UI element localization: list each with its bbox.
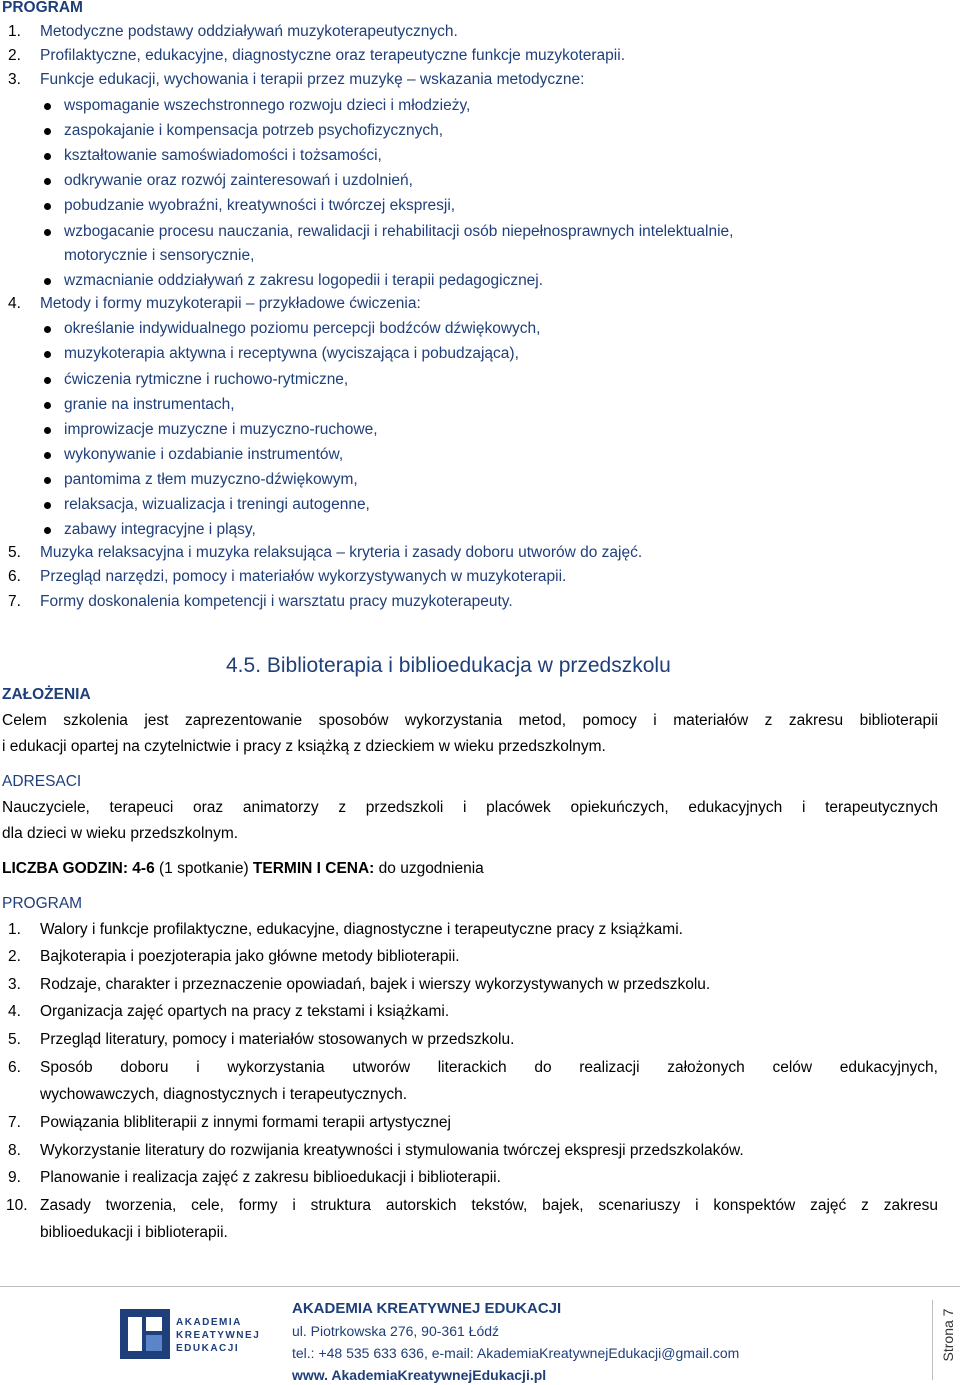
list-item: Funkcje edukacji, wychowania i terapii przez muzykę – wskazania metodyczne: [40,71,585,88]
adresaci-text: Nauczyciele, terapeuci oraz animatorzy z przedszkoli i placówek opiekuńczych, edukacyjnych i terapeutycznych [2,799,938,816]
hours-value: (1 spotkanie) [154,860,253,877]
list-item: Planowanie i realizacja zajęć z zakresu biblioedukacji i biblioterapii. [40,1169,501,1186]
bullet-icon [44,351,51,358]
list-number: 6. [8,568,21,585]
program-heading-top: PROGRAM [2,0,83,16]
bullet-icon [44,477,51,484]
bullet-icon [44,527,51,534]
list-item-continuation: wychowawczych, diagnostycznych i terapeutycznych. [40,1086,407,1103]
bullet-icon [44,326,51,333]
list-item: Walory i funkcje profilaktyczne, edukacyjne, diagnostyczne i terapeutyczne pracy z książkami. [40,921,683,938]
list-number: 1. [8,23,21,40]
bullet-item-continuation: motorycznie i sensorycznie, [64,247,255,264]
bullet-item: wykonywanie i ozdabianie instrumentów, [64,446,344,463]
bullet-item: improwizacje muzyczne i muzyczno-ruchowe, [64,421,378,438]
list-item: Formy doskonalenia kompetencji i warsztatu pracy muzykoterapeuty. [40,593,513,610]
logo-line: EDUKACJI [176,1343,240,1354]
list-number: 4. [8,1003,21,1020]
list-number: 7. [8,593,21,610]
list-item: Zasady tworzenia, cele, formy i struktura autorskich tekstów, bajek, scenariuszy i konspektów zajęć z zakresu [40,1197,938,1214]
bullet-item: odkrywanie oraz rozwój zainteresowań i uzdolnień, [64,172,413,189]
bullet-item: muzykoterapia aktywna i receptywna (wyciszająca i pobudzająca), [64,345,519,362]
footer-divider [0,1286,960,1287]
footer-vertical-divider [932,1300,933,1380]
bullet-icon [44,103,51,110]
bullet-icon [44,278,51,285]
section-heading: 4.5. Biblioterapia i biblioedukacja w przedszkolu [226,654,671,677]
list-number: 9. [8,1169,21,1186]
bullet-icon [44,153,51,160]
list-item: Przegląd literatury, pomocy i materiałów stosowanych w przedszkolu. [40,1031,515,1048]
list-number: 10. [6,1197,28,1214]
list-number: 4. [8,295,21,312]
adresaci-text: dla dzieci w wieku przedszkolnym. [2,825,239,842]
term-value: do uzgodnienia [374,860,484,877]
list-number: 3. [8,71,21,88]
list-item: Przegląd narzędzi, pomocy i materiałów wykorzystywanych w muzykoterapii. [40,568,567,585]
bullet-item: pobudzanie wyobraźni, kreatywności i twórczej ekspresji, [64,197,456,214]
footer-website-link[interactable]: www. AkademiaKreatywnejEdukacji.pl [292,1367,547,1383]
footer-address: ul. Piotrkowska 276, 90-361 Łódź [292,1323,500,1339]
list-number: 8. [8,1142,21,1159]
list-item: Wykorzystanie literatury do rozwijania kreatywności i stymulowania twórczej ekspresji przedszkolaków. [40,1142,744,1159]
bullet-icon [44,128,51,135]
bullet-item: wspomaganie wszechstronnego rozwoju dzieci i młodzieży, [64,97,471,114]
bullet-item: kształtowanie samoświadomości i tożsamości, [64,147,382,164]
list-number: 7. [8,1114,21,1131]
list-item: Powiązania blibliterapii z innymi formami terapii artystycznej [40,1114,451,1131]
bullet-item: zaspokajanie i kompensacja potrzeb psychofizycznych, [64,122,444,139]
bullet-icon [44,229,51,236]
list-item: Muzyka relaksacyjna i muzyka relaksująca – kryteria i zasady doboru utworów do zajęć. [40,544,643,561]
list-item: Metodyczne podstawy oddziaływań muzykoterapeutycznych. [40,23,458,40]
hours-term-line [2,859,484,879]
bullet-icon [44,452,51,459]
bullet-item: relaksacja, wizualizacja i treningi autogenne, [64,496,370,513]
list-item: Metody i formy muzykoterapii – przykładowe ćwiczenia: [40,295,421,312]
bullet-item: zabawy integracyjne i pląsy, [64,521,256,538]
bullet-icon [44,427,51,434]
bullet-icon [44,377,51,384]
list-item: Rodzaje, charakter i przeznaczenie opowiadań, bajek i wierszy wykorzystywanych w przedszkolu. [40,976,711,993]
bullet-item: wzbogacanie procesu nauczania, rewalidacji i rehabilitacji osób niepełnosprawnych intelektualnie, [64,223,734,240]
bullet-icon [44,178,51,185]
list-number: 5. [8,544,21,561]
zalozenia-text: i edukacji opartej na czytelnictwie i pracy z książką z dzieckiem w wieku przedszkolnym. [2,738,606,755]
footer-org: AKADEMIA KREATYWNEJ EDUKACJI [292,1300,562,1317]
page-number: Strona 7 [940,1308,956,1362]
akademia-logo [118,1307,261,1361]
zalozenia-label: ZAŁOŻENIA [2,686,91,703]
bullet-item: wzmacnianie oddziaływań z zakresu logopedii i terapii pedagogicznej. [64,272,544,289]
bullet-icon [44,402,51,409]
list-item: Organizacja zajęć opartych na pracy z tekstami i książkami. [40,1003,450,1020]
bullet-icon [44,203,51,210]
bullet-icon [44,502,51,509]
bullet-item: ćwiczenia rytmiczne i ruchowo-rytmiczne, [64,371,349,388]
list-item: Bajkoterapia i poezjoterapia jako główne metody biblioterapii. [40,948,460,965]
logo-line: KREATYWNEJ [176,1330,261,1341]
list-item: Profilaktyczne, edukacyjne, diagnostyczne oraz terapeutyczne funkcje muzykoterapii. [40,47,625,64]
list-item-continuation: biblioedukacji i biblioterapii. [40,1224,228,1241]
list-number: 1. [8,921,21,938]
zalozenia-text: Celem szkolenia jest zaprezentowanie sposobów wykorzystania metod, pomocy i materiałów z zakresu biblioterapii [2,712,938,729]
adresaci-label: ADRESACI [2,773,82,790]
program-heading: PROGRAM [2,895,83,912]
bullet-item: pantomima z tłem muzyczno-dźwiękowym, [64,471,358,488]
list-number: 2. [8,948,21,965]
list-item: Sposób doboru i wykorzystania utworów literackich do realizacji założonych celów edukacyjnych, [40,1059,938,1076]
list-number: 6. [8,1059,21,1076]
bullet-item: określanie indywidualnego poziomu percepcji bodźców dźwiękowych, [64,320,541,337]
footer-contact[interactable]: tel.: +48 535 633 636, e-mail: AkademiaKreatywnejEdukacji@gmail.com [292,1345,740,1361]
bullet-item: granie na instrumentach, [64,396,235,413]
list-number: 2. [8,47,21,64]
list-number: 5. [8,1031,21,1048]
term-label: TERMIN I CENA: [252,860,375,877]
hours-label: LICZBA GODZIN: 4-6 [2,860,155,877]
logo-line: AKADEMIA [176,1317,242,1328]
list-number: 3. [8,976,21,993]
